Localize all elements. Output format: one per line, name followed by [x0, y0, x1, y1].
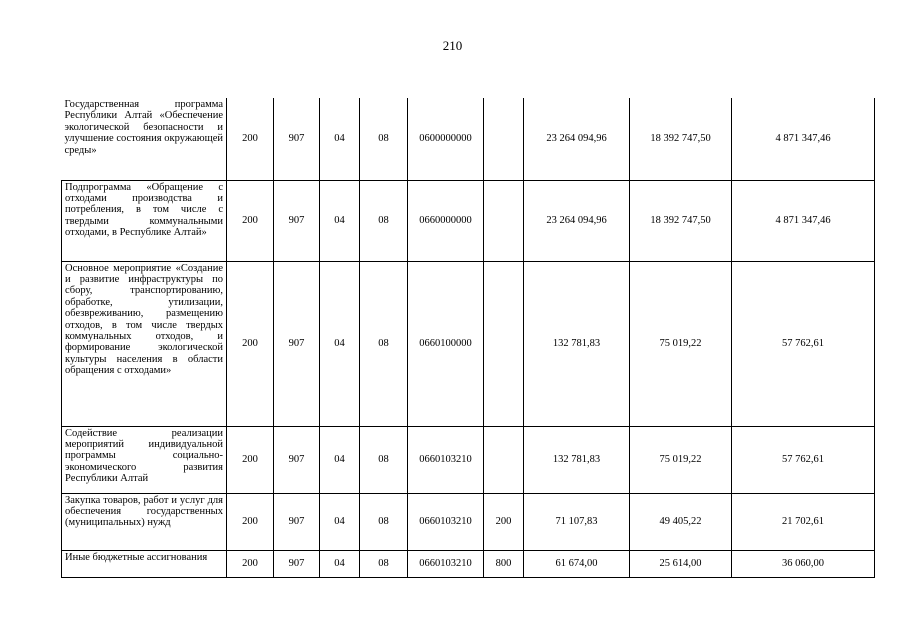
cell-section: 04 [320, 261, 360, 426]
cell-amount-total: 71 107,83 [524, 493, 630, 550]
cell-amount-total: 23 264 094,96 [524, 180, 630, 261]
cell-code: 200 [227, 180, 274, 261]
row-name: Закупка товаров, работ и услуг для обеспечения государственных (муниципальных) нужд [62, 493, 227, 550]
cell-section: 04 [320, 493, 360, 550]
cell-amount-3: 36 060,00 [732, 550, 875, 577]
cell-ministry: 907 [274, 261, 320, 426]
cell-code: 200 [227, 493, 274, 550]
cell-expense-type: 200 [484, 493, 524, 550]
cell-amount-2: 49 405,22 [630, 493, 732, 550]
cell-code: 200 [227, 426, 274, 493]
cell-target-article: 0660100000 [408, 261, 484, 426]
cell-amount-total: 23 264 094,96 [524, 98, 630, 180]
row-name: Подпрограмма «Обращение с отходами производства и потребления, в том числе с твердыми коммунальными отходами, в Республике Алтай» [62, 180, 227, 261]
row-name: Государственная программа Республики Алтай «Обеспечение экологической безопасности и улучшение состояния окружающей среды» [62, 98, 227, 180]
cell-amount-total: 132 781,83 [524, 426, 630, 493]
table-row [62, 180, 875, 261]
table-row [62, 426, 875, 493]
cell-section: 04 [320, 550, 360, 577]
cell-section: 04 [320, 98, 360, 180]
cell-amount-3: 4 871 347,46 [732, 180, 875, 261]
cell-amount-2: 25 614,00 [630, 550, 732, 577]
cell-target-article: 0660000000 [408, 180, 484, 261]
cell-ministry: 907 [274, 493, 320, 550]
cell-target-article: 0660103210 [408, 493, 484, 550]
page-number: 210 [442, 38, 463, 53]
cell-amount-3: 57 762,61 [732, 426, 875, 493]
cell-subsection: 08 [360, 426, 408, 493]
cell-subsection: 08 [360, 550, 408, 577]
cell-amount-2: 18 392 747,50 [630, 180, 732, 261]
budget-table [61, 98, 875, 578]
cell-code: 200 [227, 98, 274, 180]
cell-amount-3: 4 871 347,46 [732, 98, 875, 180]
cell-expense-type [484, 98, 524, 180]
cell-subsection: 08 [360, 180, 408, 261]
table-row [62, 550, 875, 577]
cell-expense-type [484, 261, 524, 426]
cell-amount-3: 21 702,61 [732, 493, 875, 550]
cell-amount-2: 18 392 747,50 [630, 98, 732, 180]
row-name: Основное мероприятие «Создание и развитие инфраструктуры по сбору, транспортированию, обработке, утилизации, обезвреживанию, размещению отходов, в том числе твердых коммунальных отходов, и формирование экологической культуры населения в области обращения с отходами» [62, 261, 227, 426]
cell-ministry: 907 [274, 550, 320, 577]
cell-target-article: 0600000000 [408, 98, 484, 180]
table-row [62, 261, 875, 426]
table-row [62, 493, 875, 550]
row-name: Содействие реализации мероприятий индивидуальной программы социально-экономического развития Республики Алтай [62, 426, 227, 493]
table-row [62, 98, 875, 180]
cell-ministry: 907 [274, 426, 320, 493]
cell-expense-type [484, 180, 524, 261]
cell-expense-type: 800 [484, 550, 524, 577]
cell-target-article: 0660103210 [408, 426, 484, 493]
cell-subsection: 08 [360, 98, 408, 180]
cell-amount-3: 57 762,61 [732, 261, 875, 426]
cell-amount-2: 75 019,22 [630, 426, 732, 493]
cell-section: 04 [320, 426, 360, 493]
cell-amount-total: 61 674,00 [524, 550, 630, 577]
cell-expense-type [484, 426, 524, 493]
cell-subsection: 08 [360, 261, 408, 426]
cell-code: 200 [227, 261, 274, 426]
cell-amount-total: 132 781,83 [524, 261, 630, 426]
cell-code: 200 [227, 550, 274, 577]
cell-target-article: 0660103210 [408, 550, 484, 577]
cell-ministry: 907 [274, 180, 320, 261]
cell-ministry: 907 [274, 98, 320, 180]
cell-section: 04 [320, 180, 360, 261]
row-name: Иные бюджетные ассигнования [62, 550, 227, 577]
cell-subsection: 08 [360, 493, 408, 550]
cell-amount-2: 75 019,22 [630, 261, 732, 426]
